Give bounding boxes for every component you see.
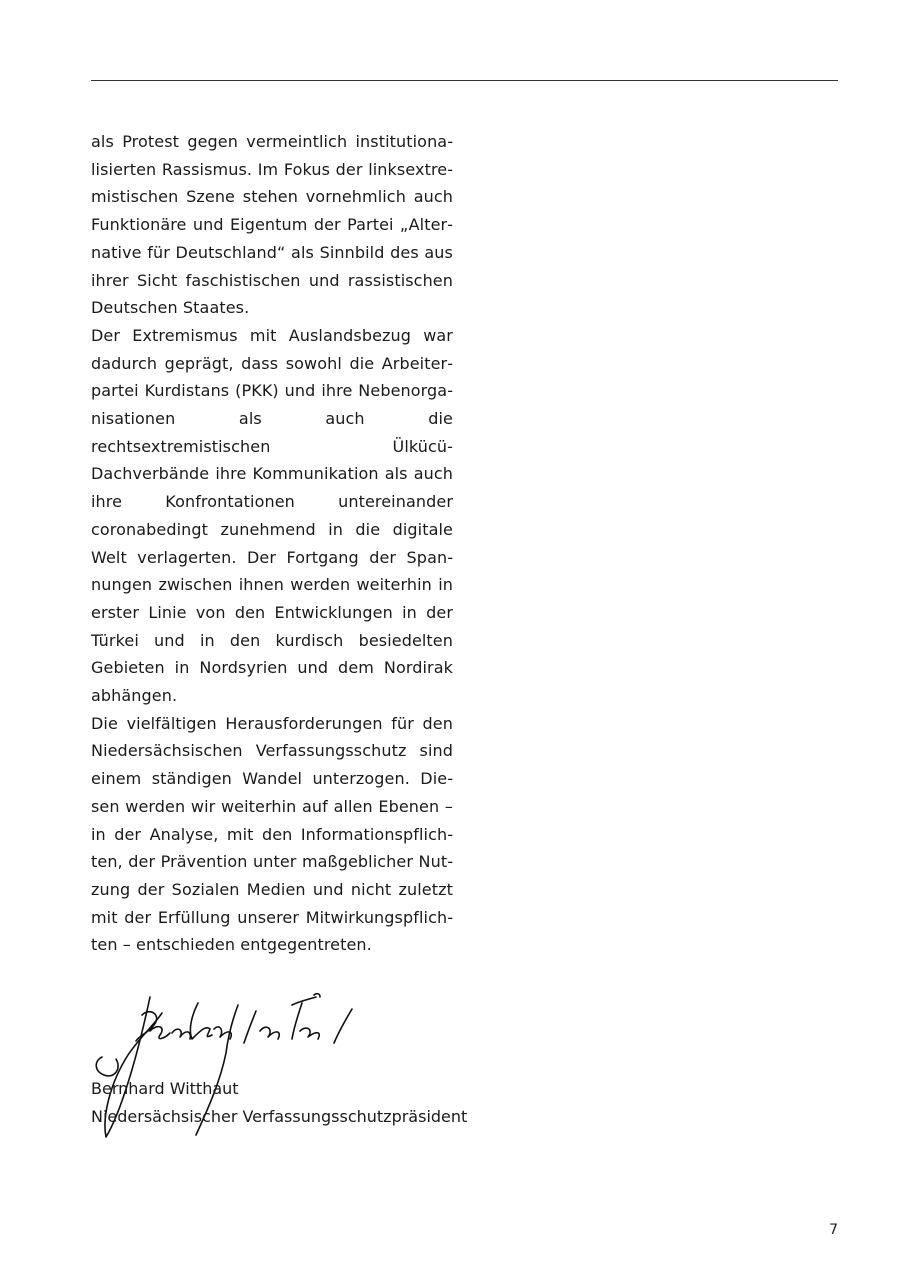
header-rule [91, 80, 838, 81]
signer-block [91, 1075, 471, 1130]
signer-title: Niedersächsischer Verfassungsschutzpräsident [91, 1106, 468, 1126]
paragraph: Der Extremismus mit Auslandsbezug war dadurch geprägt, dass sowohl die Arbeiterpartei Kurdistans (PKK) und ihre Nebenorganisationen als auch die rechtsextremistischen Ülkücü-Dachverbände ihre Kommunikation als auch ihre Konfrontationen untereinander coronabedingt zunehmend in die digitale Welt verlagerten. Der Fortgang der Spannungen zwischen ihnen werden weiterhin in erster Linie von den Entwicklungen in der Türkei und in den kurdisch besiedelten Gebieten in Nordsyrien und dem Nordirak abhängen. [91, 325, 453, 706]
page-number: 7 [829, 1222, 838, 1238]
signer-name: Bernhard Witthaut [91, 1079, 239, 1098]
paragraph: Die vielfältigen Herausforderungen für den Niedersächsischen Verfassungsschutz sind einem ständigen Wandel unterzogen. Diesen werden wir weiterhin auf allen Ebenen – in der Analyse, mit den Informationspflichten, der Prävention unter maßgeblicher Nutzung der Sozialen Medien und nicht zuletzt mit der Erfüllung unserer Mitwirkungspflichten – entschieden entgegentreten. [91, 713, 453, 955]
paragraph: als Protest gegen vermeintlich institutionalisierten Rassismus. Im Fokus der linksextremistischen Szene stehen vornehmlich auch Funktionäre und Eigentum der Partei „Alternative für Deutschland“ als Sinnbild des aus ihrer Sicht faschistischen und rassistischen Deutschen Staates. [91, 132, 453, 318]
body-text [91, 128, 453, 959]
